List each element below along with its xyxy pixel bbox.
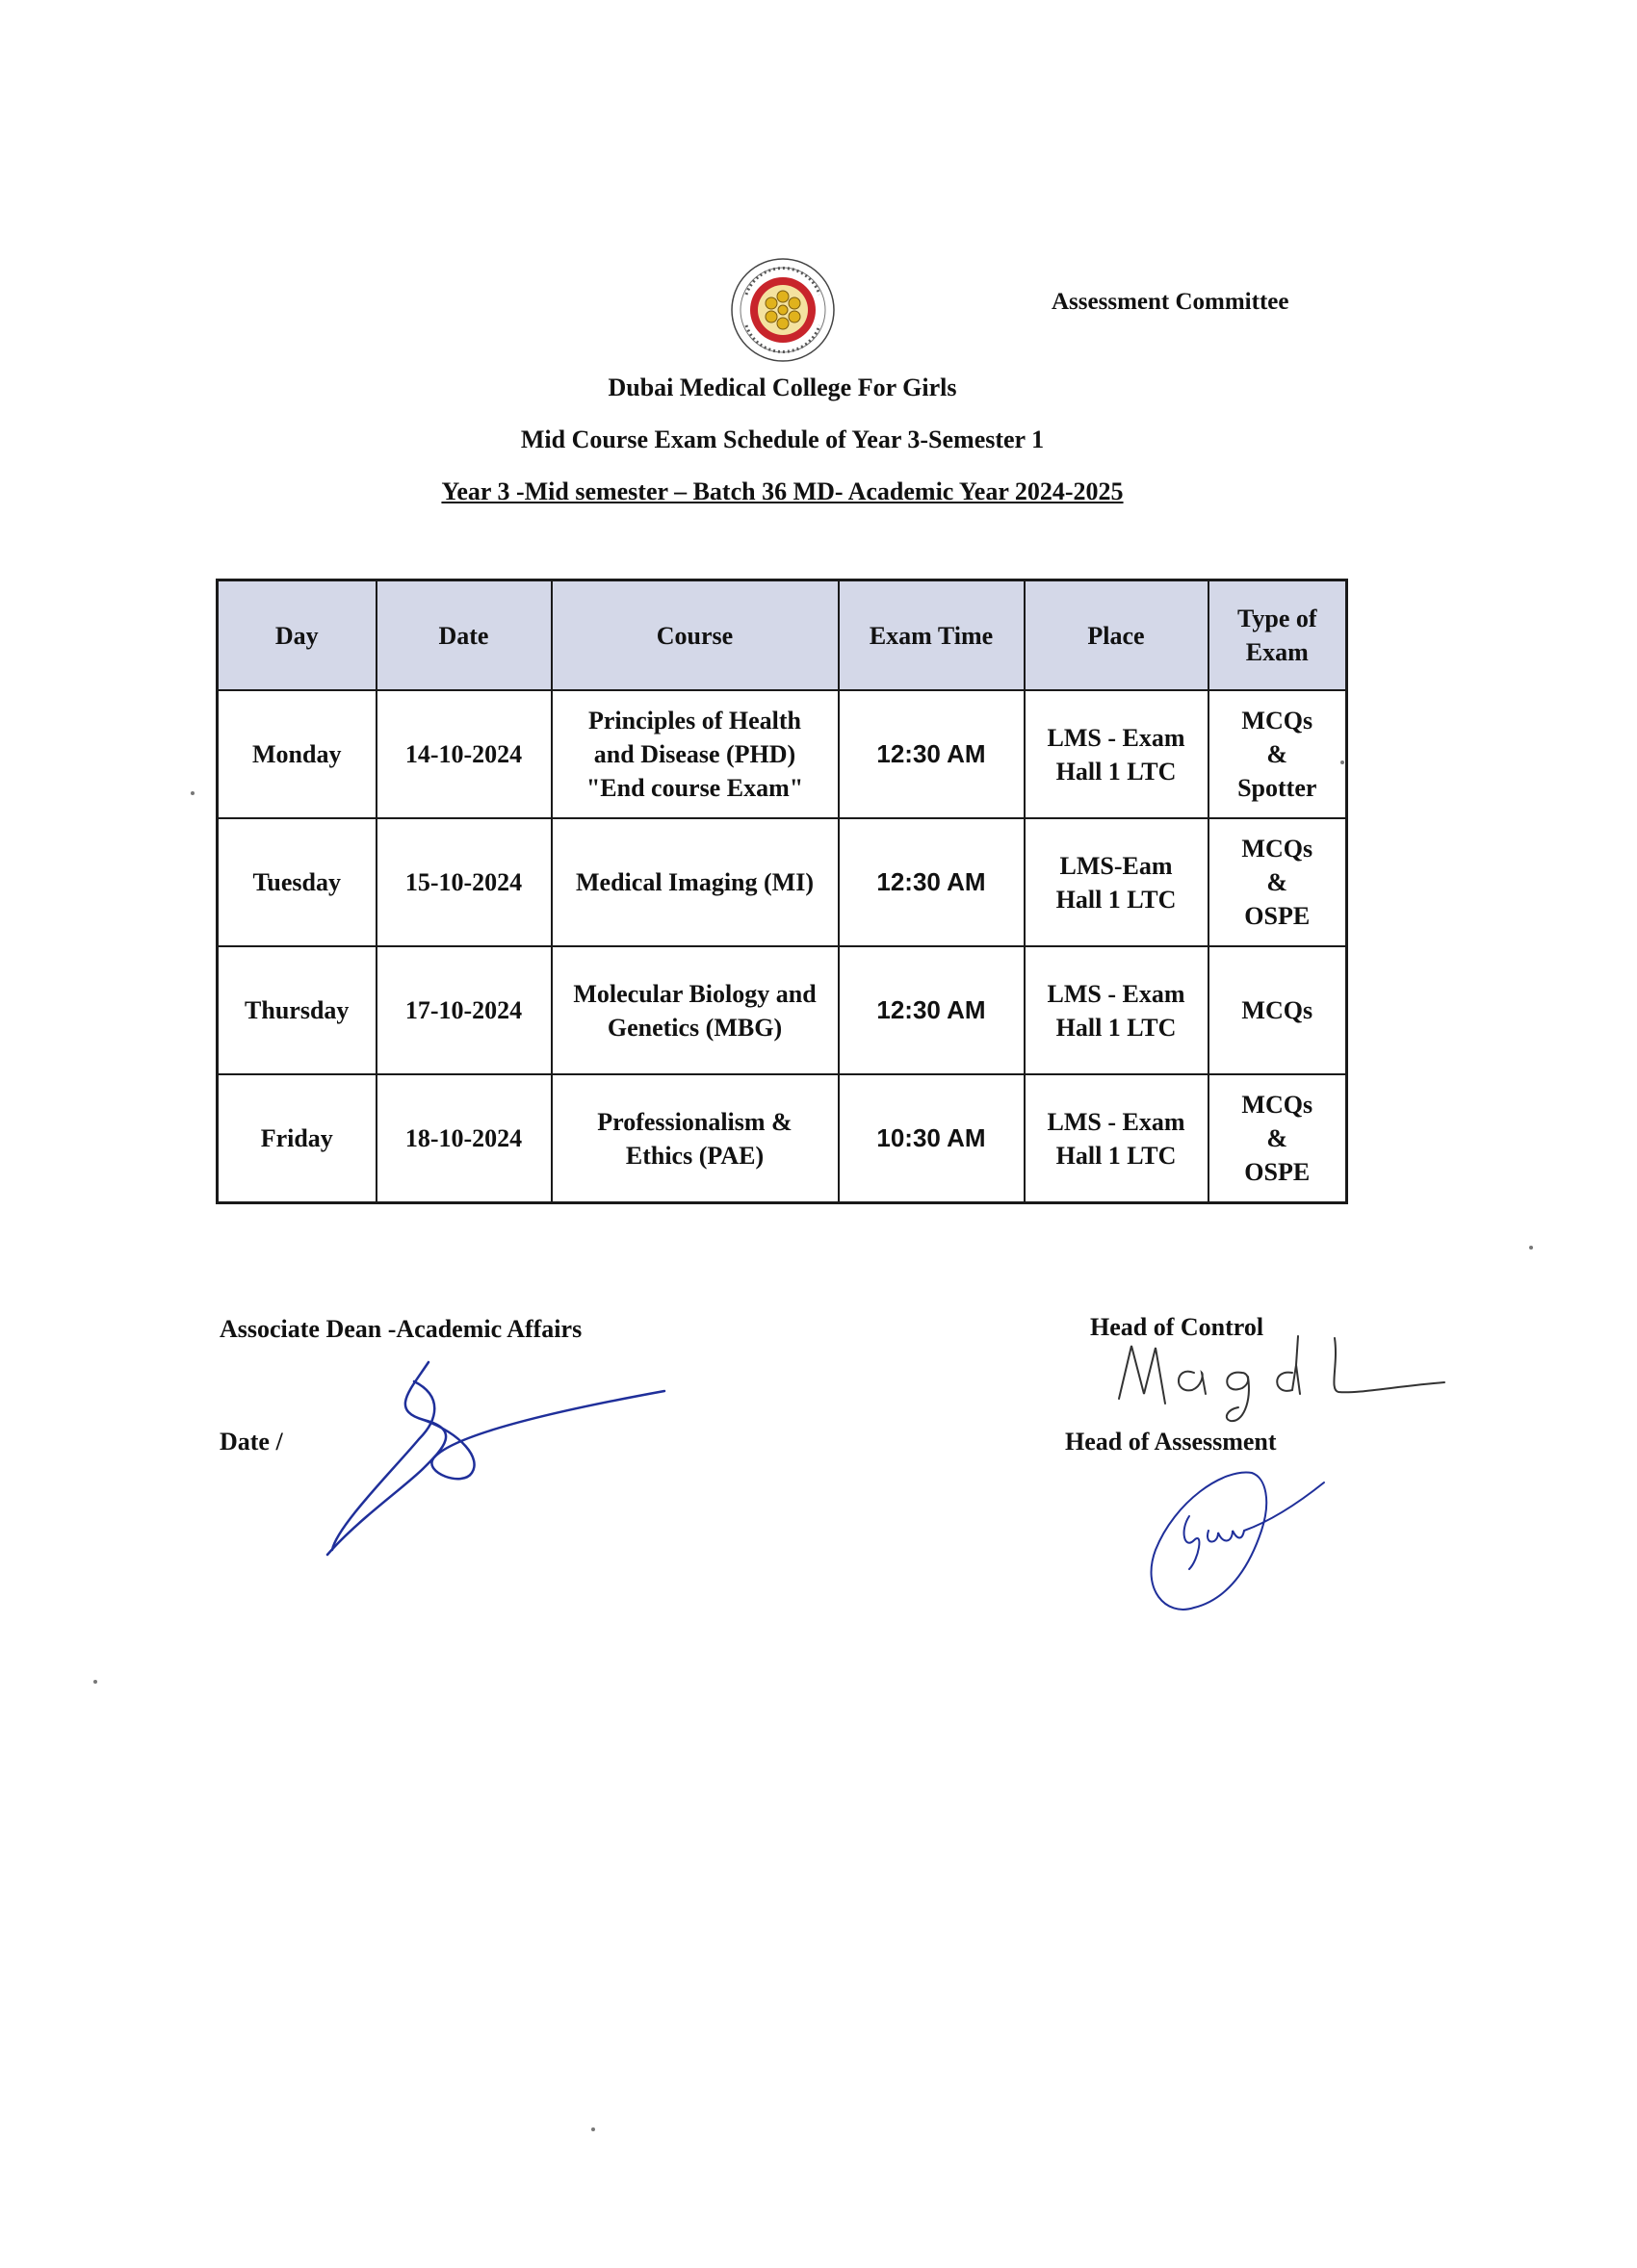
control-signature-icon xyxy=(1107,1327,1454,1432)
scan-speck xyxy=(1340,760,1344,764)
batch-line: Year 3 -Mid semester – Batch 36 MD- Academic Year 2024-2025 xyxy=(441,477,1124,505)
dean-signature-icon xyxy=(318,1353,674,1564)
exam-type-cell-line: & xyxy=(1266,740,1288,768)
scan-speck xyxy=(591,2127,595,2131)
day-cell: Monday xyxy=(218,690,377,818)
course-cell-line: Molecular Biology and xyxy=(573,979,817,1008)
header-day: Day xyxy=(218,580,377,691)
exam-time-cell: 12:30 AM xyxy=(839,818,1025,946)
exam-type-cell xyxy=(1208,1074,1347,1203)
date-cell: 15-10-2024 xyxy=(377,818,552,946)
header-course: Course xyxy=(552,580,839,691)
header-place: Place xyxy=(1025,580,1208,691)
committee-label: Assessment Committee xyxy=(1052,289,1289,315)
day-cell: Friday xyxy=(218,1074,377,1203)
assessment-signature-icon xyxy=(1136,1463,1329,1627)
table-row xyxy=(218,1074,1347,1203)
exam-type-cell xyxy=(1208,690,1347,818)
exam-type-cell-line: MCQs xyxy=(1241,707,1313,735)
exam-time-cell: 12:30 AM xyxy=(839,946,1025,1074)
exam-time-cell: 10:30 AM xyxy=(839,1074,1025,1203)
course-cell-line: "End course Exam" xyxy=(585,774,804,802)
course-cell xyxy=(552,690,839,818)
place-cell xyxy=(1025,690,1208,818)
exam-schedule-table xyxy=(216,579,1348,1204)
course-cell xyxy=(552,946,839,1074)
exam-type-cell-line: OSPE xyxy=(1244,1158,1311,1186)
exam-time-cell: 12:30 AM xyxy=(839,690,1025,818)
exam-type-cell-line: & xyxy=(1266,868,1288,896)
table-row xyxy=(218,690,1347,818)
course-cell-line: Medical Imaging (MI) xyxy=(576,868,814,896)
exam-type-cell-line: MCQs xyxy=(1241,835,1313,863)
head-of-assessment-label: Head of Assessment xyxy=(1065,1428,1277,1456)
place-cell-line: Hall 1 LTC xyxy=(1055,1141,1177,1170)
associate-dean-label: Associate Dean -Academic Affairs xyxy=(220,1315,583,1343)
date-label: Date / xyxy=(220,1428,283,1456)
scan-speck xyxy=(191,791,195,795)
scan-speck xyxy=(93,1680,97,1684)
place-cell-line: Hall 1 LTC xyxy=(1055,885,1177,914)
course-cell xyxy=(552,1074,839,1203)
header-type xyxy=(1208,580,1347,691)
place-cell xyxy=(1025,1074,1208,1203)
course-cell-line: Genetics (MBG) xyxy=(607,1013,783,1042)
course-cell-line: Ethics (PAE) xyxy=(625,1141,765,1170)
college-seal-icon xyxy=(729,256,837,364)
schedule-title: Mid Course Exam Schedule of Year 3-Semester 1 xyxy=(520,425,1045,453)
exam-type-cell-line: & xyxy=(1266,1124,1288,1152)
day-cell: Thursday xyxy=(218,946,377,1074)
date-cell: 18-10-2024 xyxy=(377,1074,552,1203)
date-cell: 14-10-2024 xyxy=(377,690,552,818)
day-cell: Tuesday xyxy=(218,818,377,946)
exam-type-cell-line: MCQs xyxy=(1241,996,1313,1024)
place-cell-line: Hall 1 LTC xyxy=(1055,757,1177,786)
date-cell: 17-10-2024 xyxy=(377,946,552,1074)
head-of-control-label: Head of Control xyxy=(1090,1313,1264,1341)
exam-type-cell xyxy=(1208,818,1347,946)
header-date: Date xyxy=(377,580,552,691)
place-cell xyxy=(1025,818,1208,946)
exam-type-cell xyxy=(1208,946,1347,1074)
exam-type-cell-line: Spotter xyxy=(1237,774,1317,802)
course-cell xyxy=(552,818,839,946)
header-exam-time: Exam Time xyxy=(839,580,1025,691)
place-cell-line: LMS - Exam xyxy=(1047,979,1185,1008)
exam-type-cell-line: OSPE xyxy=(1244,902,1311,930)
header-type-line: Type of xyxy=(1236,605,1317,632)
place-cell xyxy=(1025,946,1208,1074)
table-row xyxy=(218,946,1347,1074)
college-name: Dubai Medical College For Girls xyxy=(608,374,957,401)
header-type-line: Exam xyxy=(1245,638,1309,666)
course-cell-line: and Disease (PHD) xyxy=(593,740,796,768)
table-row xyxy=(218,818,1347,946)
scan-speck xyxy=(1529,1246,1533,1250)
place-cell-line: LMS-Eam xyxy=(1059,851,1173,880)
table-header-row xyxy=(218,580,1347,691)
course-cell-line: Principles of Health xyxy=(588,707,801,735)
exam-type-cell-line: MCQs xyxy=(1241,1091,1313,1119)
place-cell-line: LMS - Exam xyxy=(1047,1107,1185,1136)
place-cell-line: LMS - Exam xyxy=(1047,723,1185,752)
course-cell-line: Professionalism & xyxy=(597,1107,793,1136)
place-cell-line: Hall 1 LTC xyxy=(1055,1013,1177,1042)
